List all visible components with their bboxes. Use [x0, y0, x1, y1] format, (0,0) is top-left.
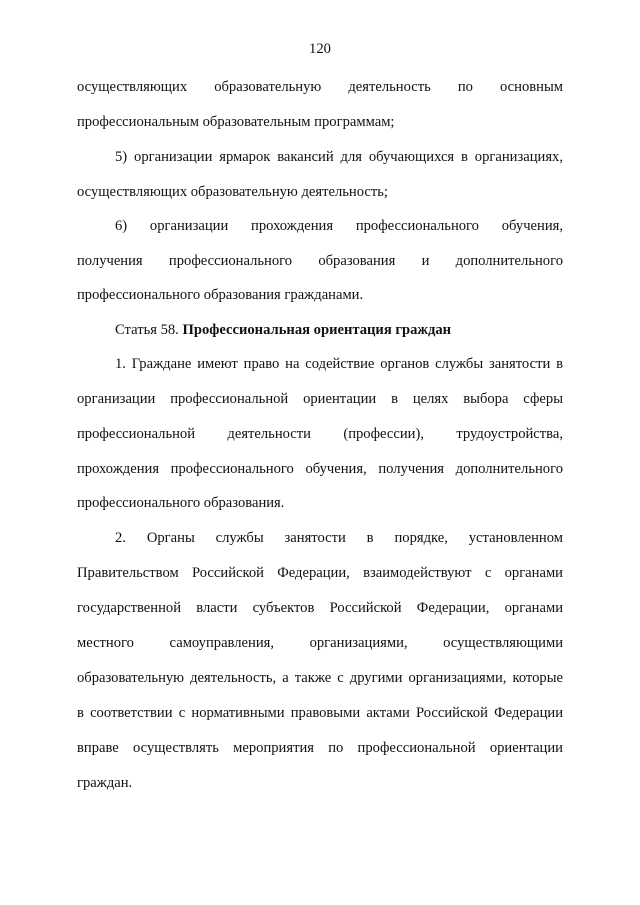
- text-line: граждан.: [77, 775, 133, 791]
- article-heading: [115, 321, 563, 339]
- article-title: Профессиональная ориентация граждан: [182, 322, 452, 338]
- text-line: в соответствии с нормативными правовыми актами Российской Федерации: [77, 705, 563, 721]
- text-line: Правительством Российской Федерации, взаимодействуют с органами: [77, 565, 563, 581]
- text-line: профессионального образования гражданами.: [77, 287, 364, 303]
- text-line: местного самоуправления, организациями, осуществляющими: [77, 635, 563, 651]
- article-number: Статья 58.: [115, 322, 179, 338]
- text-line: 6) организации прохождения профессионального обучения,: [115, 218, 563, 234]
- text-line: осуществляющих образовательную деятельность по основным: [77, 79, 563, 95]
- text-line: осуществляющих образовательную деятельность;: [77, 184, 388, 200]
- text-line: профессиональным образовательным программам;: [77, 114, 395, 130]
- text-line: 1. Граждане имеют право на содействие органов службы занятости в: [115, 356, 563, 372]
- page-number: 120: [309, 41, 331, 57]
- text-line: 5) организации ярмарок вакансий для обучающихся в организациях,: [115, 149, 563, 165]
- text-line: образовательную деятельность, а также с другими организациями, которые: [77, 670, 563, 686]
- text-line: вправе осуществлять мероприятия по профессиональной ориентации: [77, 740, 563, 756]
- text-line: государственной власти субъектов Российской Федерации, органами: [77, 600, 563, 616]
- text-line: профессионального образования.: [77, 495, 285, 511]
- text-line: организации профессиональной ориентации в целях выбора сферы: [77, 391, 563, 407]
- text-line: прохождения профессионального обучения, получения дополнительного: [77, 461, 563, 477]
- text-line: профессиональной деятельности (профессии), трудоустройства,: [77, 426, 563, 442]
- text-line: 2. Органы службы занятости в порядке, установленном: [115, 530, 563, 546]
- text-line: получения профессионального образования и дополнительного: [77, 253, 563, 269]
